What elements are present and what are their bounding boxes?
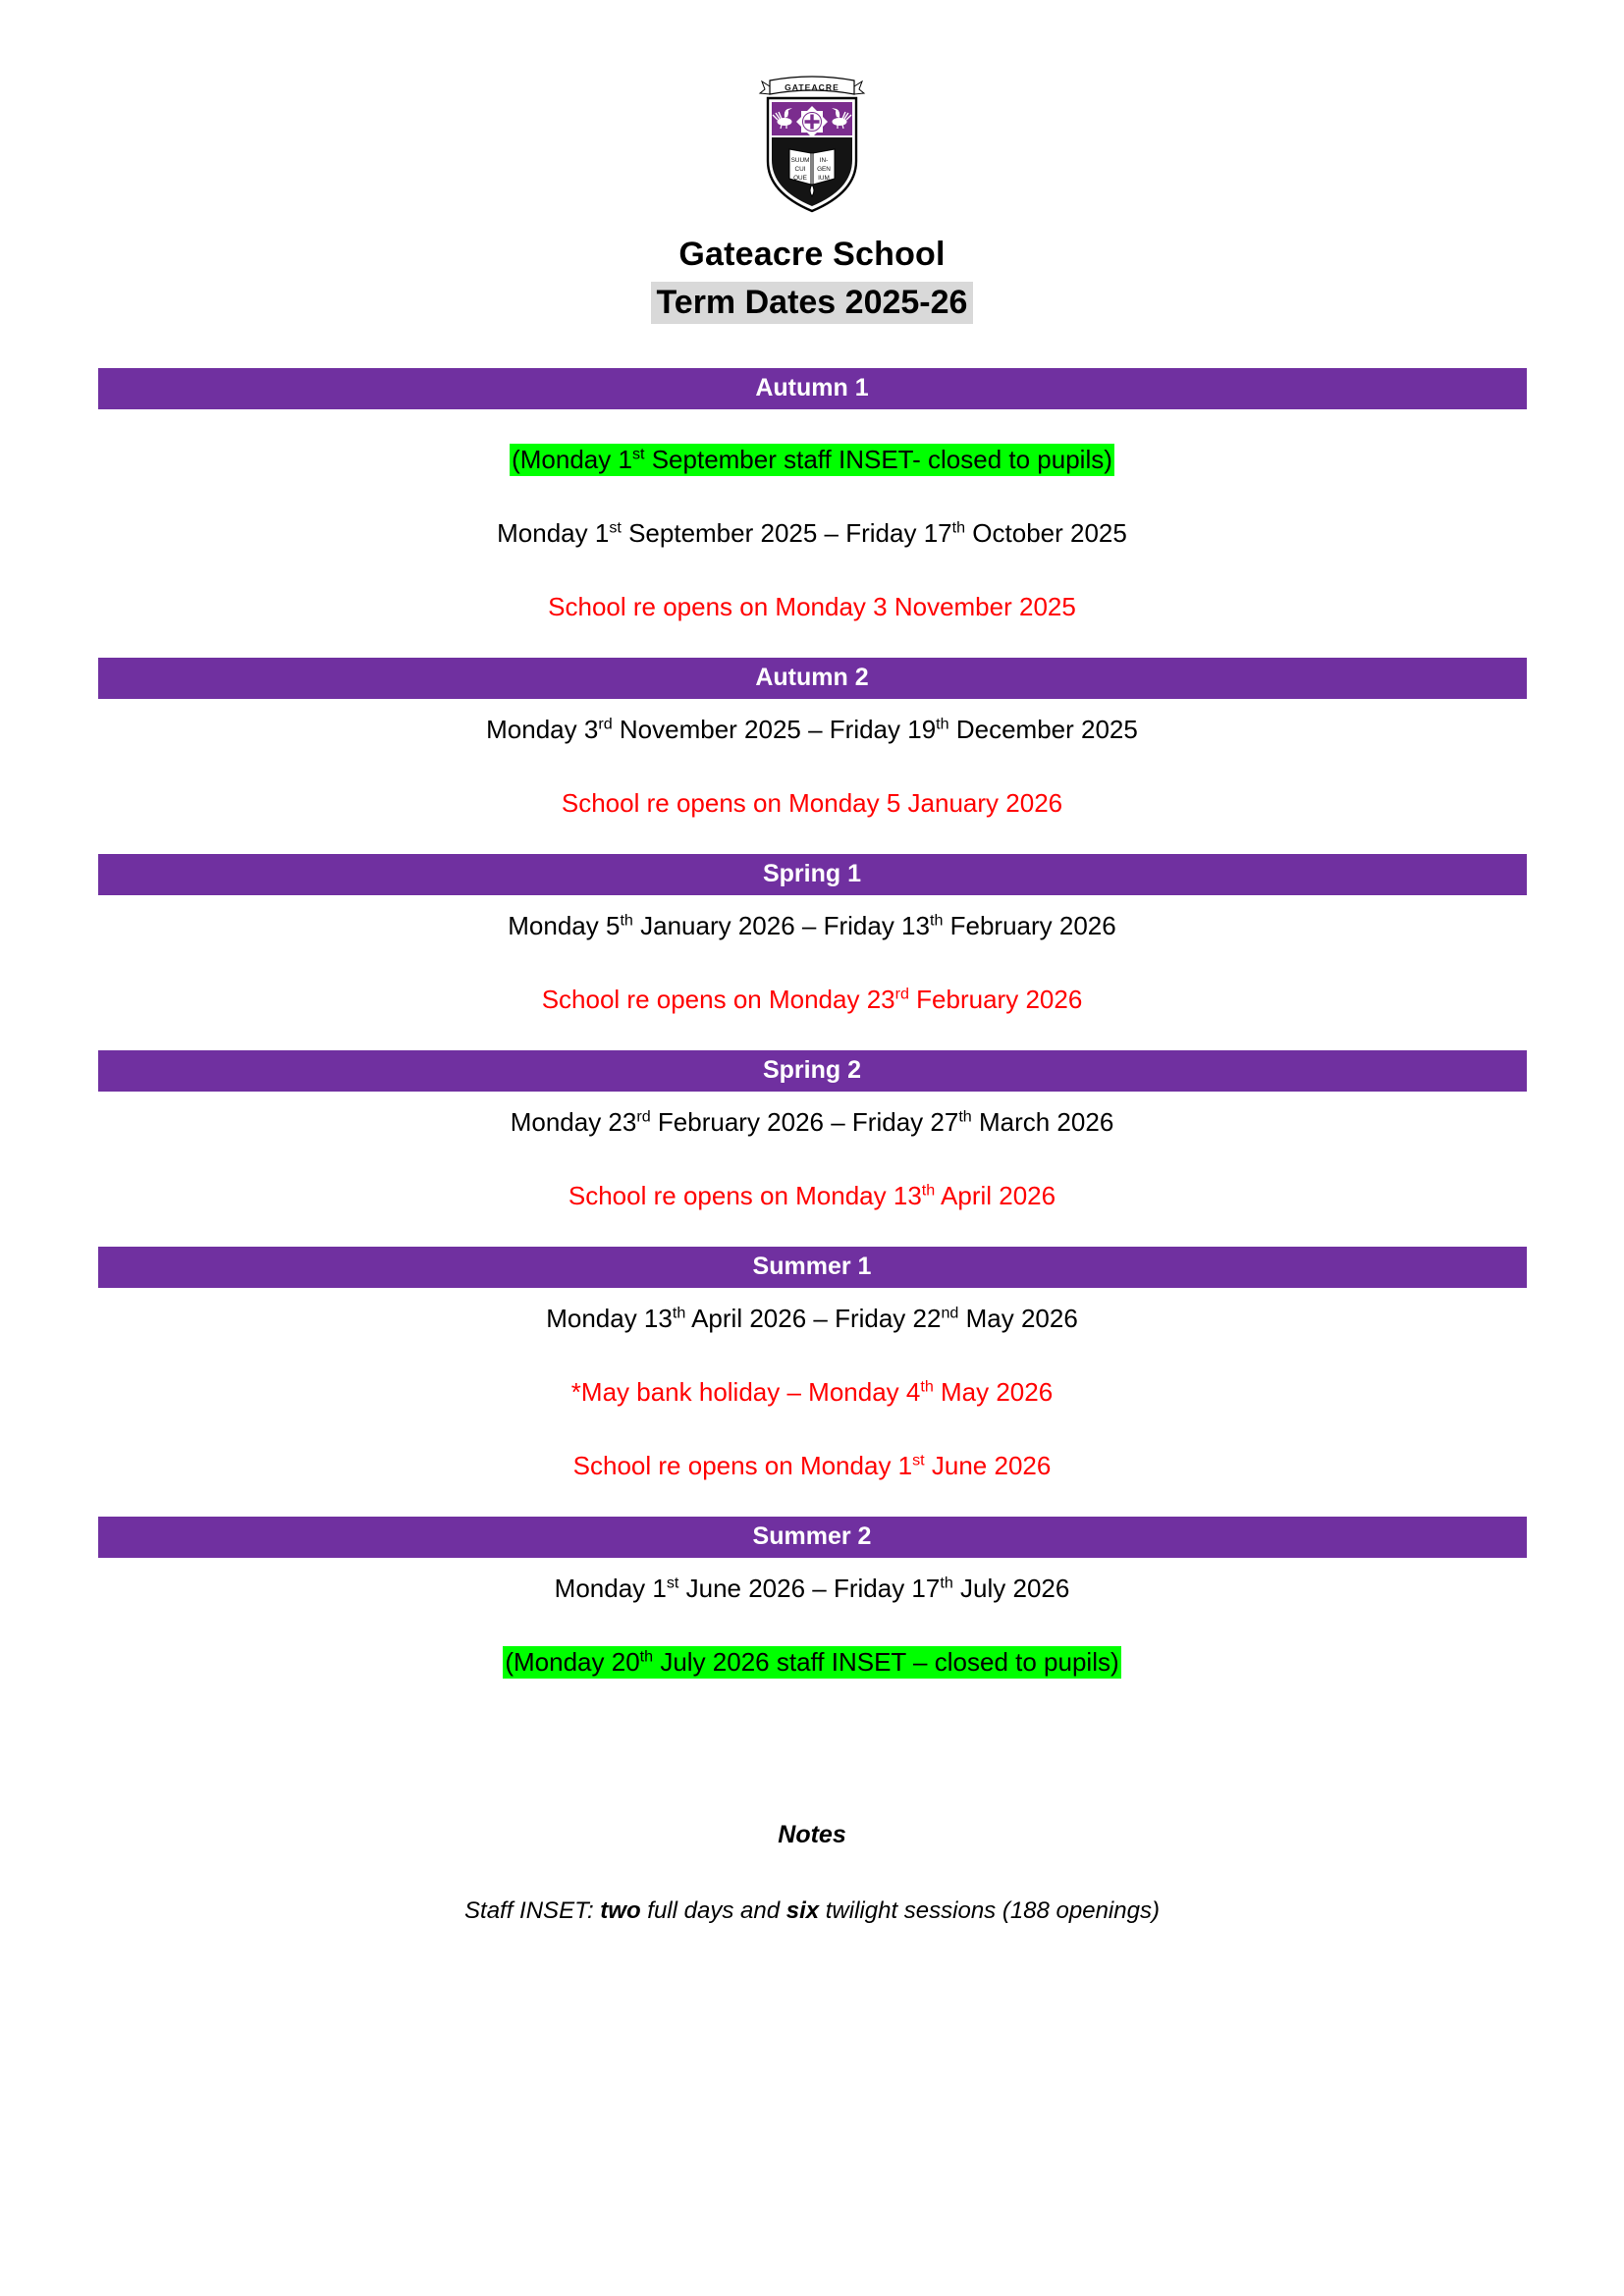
ordinal-suffix: st bbox=[912, 1451, 925, 1469]
reopening-note: *May bank holiday – Monday 4th May 2026 bbox=[570, 1376, 1054, 1407]
svg-text:IUM: IUM bbox=[818, 175, 830, 182]
spacer bbox=[0, 1288, 1624, 1302]
green-highlight: (Monday 1st September staff INSET- closed to pupils) bbox=[512, 444, 1112, 474]
emphasis-text: six bbox=[785, 1897, 820, 1925]
ordinal-suffix: th bbox=[951, 518, 966, 537]
ordinal-suffix: st bbox=[631, 445, 645, 463]
term-date-range: Monday 23rd February 2026 – Friday 27th March 2026 bbox=[510, 1106, 1114, 1137]
spacer bbox=[0, 747, 1624, 786]
ordinal-suffix: th bbox=[940, 1573, 953, 1591]
spacer bbox=[0, 1483, 1624, 1517]
notes-body: Staff INSET: two full days and six twilight sessions (188 openings) bbox=[464, 1897, 1160, 1925]
notes-heading: Notes bbox=[778, 1820, 846, 1848]
spacer bbox=[0, 1336, 1624, 1375]
spacer bbox=[0, 1017, 1624, 1050]
spacer bbox=[0, 1410, 1624, 1449]
term-sections bbox=[0, 368, 1624, 1713]
green-highlight: (Monday 20th July 2026 staff INSET – closed to pupils) bbox=[505, 1646, 1119, 1677]
term-section bbox=[0, 1050, 1624, 1247]
document-title-line bbox=[0, 282, 1624, 324]
spacer bbox=[0, 1558, 1624, 1572]
document-title: Term Dates 2025-26 bbox=[651, 282, 974, 324]
spacer bbox=[0, 821, 1624, 854]
term-lines bbox=[0, 1558, 1624, 1713]
ordinal-suffix: th bbox=[921, 1181, 936, 1200]
ordinal-suffix: rd bbox=[636, 1107, 651, 1125]
school-name: Gateacre School bbox=[678, 236, 946, 273]
term-banner: Spring 1 bbox=[98, 854, 1527, 895]
spacer bbox=[0, 895, 1624, 909]
term-banner: Summer 1 bbox=[98, 1247, 1527, 1288]
spacer bbox=[0, 943, 1624, 983]
crest-container bbox=[0, 0, 1624, 216]
spacer bbox=[0, 624, 1624, 658]
spacer bbox=[0, 477, 1624, 516]
reopening-note: School re opens on Monday 1st June 2026 bbox=[572, 1450, 1052, 1480]
term-date-range: Monday 5th January 2026 – Friday 13th February 2026 bbox=[508, 910, 1116, 940]
reopening-note: School re opens on Monday 13th April 2026 bbox=[568, 1180, 1056, 1210]
notes-block bbox=[0, 1819, 1624, 1927]
reopening-note: School re opens on Monday 5 January 2026 bbox=[561, 787, 1063, 818]
spacer bbox=[0, 1140, 1624, 1179]
svg-text:IN-: IN- bbox=[819, 157, 829, 164]
reopening-note: School re opens on Monday 23rd February 2026 bbox=[541, 984, 1083, 1014]
ordinal-suffix: rd bbox=[598, 715, 613, 733]
ordinal-suffix: th bbox=[672, 1303, 686, 1321]
term-banner: Spring 2 bbox=[98, 1050, 1527, 1092]
term-banner: Summer 2 bbox=[98, 1517, 1527, 1558]
spacer bbox=[0, 1680, 1624, 1713]
ordinal-suffix: th bbox=[936, 715, 949, 733]
term-section bbox=[0, 1247, 1624, 1517]
svg-text:GATEACRE: GATEACRE bbox=[785, 82, 839, 92]
svg-text:CUI: CUI bbox=[794, 166, 806, 173]
svg-text:GEN: GEN bbox=[817, 166, 831, 173]
term-section bbox=[0, 658, 1624, 854]
emphasis-text: two bbox=[600, 1897, 641, 1925]
ordinal-suffix: st bbox=[609, 518, 622, 537]
term-lines bbox=[0, 895, 1624, 1050]
term-lines bbox=[0, 409, 1624, 658]
term-date-range: Monday 13th April 2026 – Friday 22nd May 2026 bbox=[546, 1303, 1078, 1333]
inset-day-note bbox=[0, 443, 1624, 477]
ordinal-suffix: th bbox=[620, 911, 633, 930]
ordinal-suffix: th bbox=[958, 1107, 972, 1125]
spacer bbox=[0, 551, 1624, 590]
term-date-range: Monday 1st September 2025 – Friday 17th October 2025 bbox=[497, 517, 1127, 548]
term-section bbox=[0, 1517, 1624, 1713]
term-banner: Autumn 1 bbox=[98, 368, 1527, 409]
reopening-note: School re opens on Monday 3 November 2025 bbox=[548, 591, 1076, 621]
ordinal-suffix: th bbox=[639, 1647, 654, 1666]
spacer bbox=[0, 699, 1624, 713]
ordinal-suffix: th bbox=[920, 1377, 934, 1396]
term-date-range: Monday 3rd November 2025 – Friday 19th December 2025 bbox=[486, 714, 1138, 744]
term-banner: Autumn 2 bbox=[98, 658, 1527, 699]
ordinal-suffix: th bbox=[929, 911, 944, 930]
term-date-range: Monday 1st June 2026 – Friday 17th July 2026 bbox=[554, 1573, 1070, 1603]
svg-text:QUE: QUE bbox=[793, 175, 807, 182]
svg-text:SUUM: SUUM bbox=[790, 157, 810, 164]
inset-day-note bbox=[0, 1645, 1624, 1680]
term-lines bbox=[0, 1288, 1624, 1517]
school-crest-icon bbox=[754, 71, 870, 216]
spacer bbox=[0, 1092, 1624, 1105]
spacer bbox=[0, 1606, 1624, 1645]
ordinal-suffix: st bbox=[666, 1573, 679, 1591]
spacer bbox=[0, 1213, 1624, 1247]
spacer bbox=[0, 409, 1624, 443]
ordinal-suffix: nd bbox=[941, 1303, 959, 1321]
term-lines bbox=[0, 699, 1624, 854]
term-section bbox=[0, 854, 1624, 1050]
term-lines bbox=[0, 1092, 1624, 1247]
term-section bbox=[0, 368, 1624, 658]
ordinal-suffix: rd bbox=[894, 985, 909, 1003]
page-title-block bbox=[0, 234, 1624, 323]
